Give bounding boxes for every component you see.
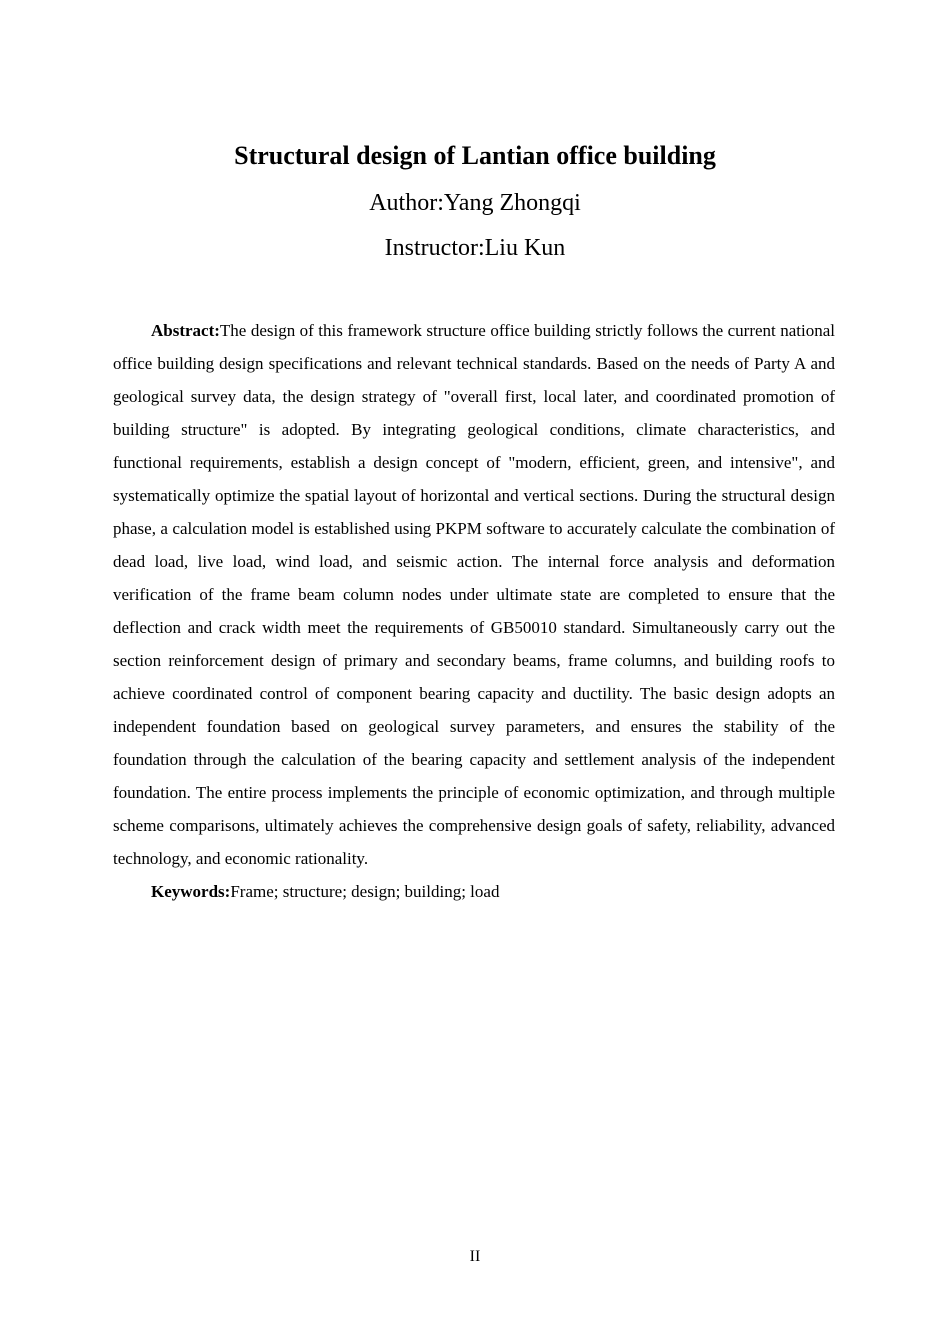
author-line: Author:Yang Zhongqi [369,190,581,216]
abstract-text: The design of this framework structure office building strictly follows the current national office building design specifications and relevant technical standards. Based on the needs of Party A and geological survey data, the design strategy of "overall first, local later, and coordinated promotion of building structure" is adopted. By integrating geological conditions, climate characteristics, and functional requirements, establish a design concept of "modern, efficient, green, and intensive", and systematically optimize the spatial layout of horizontal and vertical sections. During the structural design phase, a calculation model is established using PKPM software to accurately calculate the combination of dead load, live load, wind load, and seismic action. The internal force analysis and deformation verification of the frame beam column nodes under ultimate state are completed to ensure that the deflection and crack width meet the requirements of GB50010 standard. Simultaneously carry out the section reinforcement design of primary and secondary beams, frame columns, and building roofs to achieve coordinated control of component bearing capacity and ductility. The basic design adopts an independent foundation based on geological survey parameters, and ensures the stability of the foundation through the calculation of the bearing capacity and settlement analysis of the independent foundation. The entire process implements the principle of economic optimization, and through multiple scheme comparisons, ultimately achieves the comprehensive design goals of safety, reliability, advanced technology, and economic rationality. [113,321,835,868]
keywords-paragraph [113,875,835,908]
abstract-paragraph [113,314,835,875]
keywords-text: Frame; structure; design; building; load [230,882,500,901]
page-number: II [469,1248,481,1265]
abstract-section [113,314,835,908]
instructor-line: Instructor:Liu Kun [384,235,566,261]
abstract-label: Abstract: [151,321,220,340]
paper-title: Structural design of Lantian office building [234,141,716,170]
keywords-label: Keywords: [151,882,231,901]
